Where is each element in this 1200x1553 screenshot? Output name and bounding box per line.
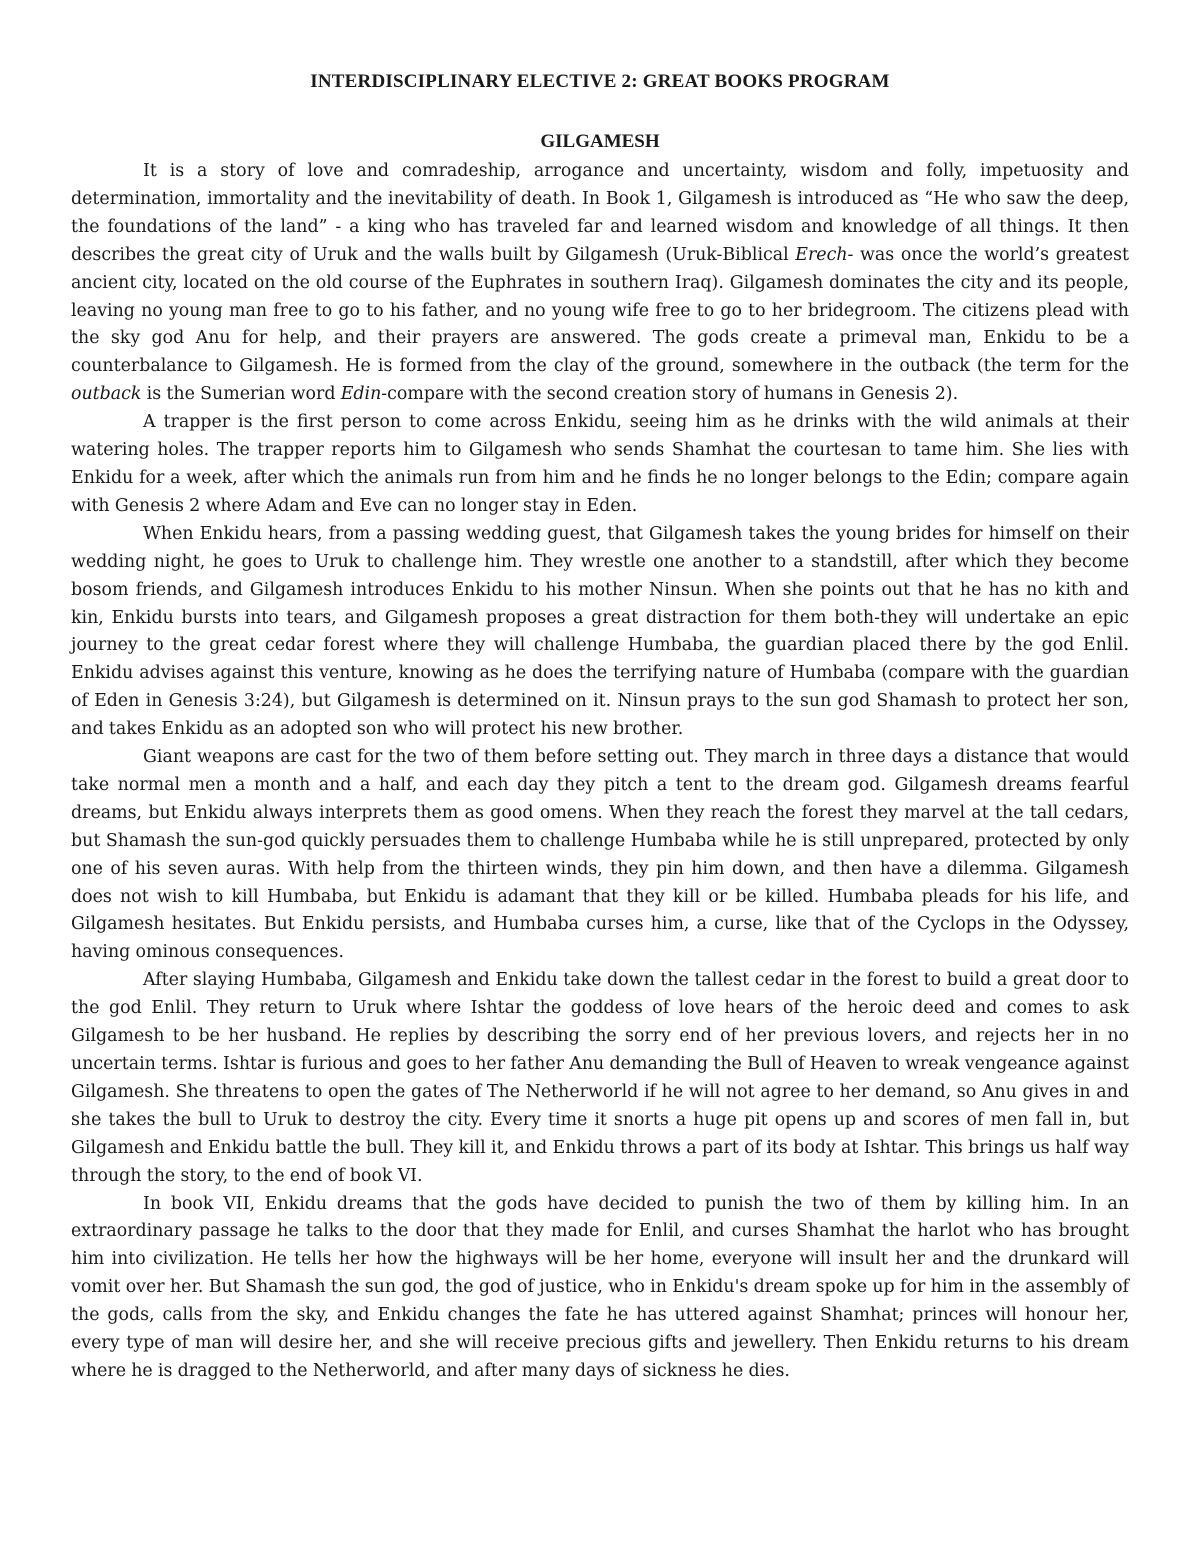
paragraph-2: A trapper is the first person to come across Enkidu, seeing him as he drinks with the wild animals at their watering holes. The trapper reports him to Gilgamesh who sends Shamhat the courtesan to tame him. She lies with Enkidu for a week, after which the animals run from him and he finds he no longer belongs to the Edin; compare again with Genesis 2 where Adam and Eve can no longer stay in Eden.: [71, 412, 1129, 516]
paragraph-1-text-g: -compare with the second creation story of humans in Genesis 2).: [381, 384, 959, 405]
paragraph-1-text-c: - was once the world’s greatest ancient city, located on the old course of the Euphrates in southern Iraq). Gilgamesh dominates the city and its people, leaving no young man free to go to his father, and no young wife free to go to her bridegroom. The citizens plead with the sky god Anu for help, and their prayers are answered. The gods create a primeval man, Enkidu to be a counterbalance to Gilgamesh. He is formed from the clay of the ground, somewhere in the outback (the term for the: [71, 244, 1129, 377]
document-header: INTERDISCIPLINARY ELECTIVE 2: GREAT BOOKS PROGRAM: [310, 71, 890, 92]
document-page: [71, 66, 1129, 1386]
paragraph-1-text-a: It is a story of love and comradeship, arrogance and uncertainty, wisdom and folly, impetuosity and determination, immortality and the inevitability of death. In Book 1, Gilgamesh is introduced as “He who saw the deep, the foundations of the land” - a king who has traveled far and learned wisdom and knowledge of all things. It then describes the great city of Uruk and the walls built by Gilgamesh (Uruk-Biblical: [71, 161, 1129, 265]
paragraph-1-italic-erech: Erech: [795, 244, 848, 265]
paragraph-1-text-e: is the Sumerian word: [141, 384, 341, 405]
paragraph-5: After slaying Humbaba, Gilgamesh and Enkidu take down the tallest cedar in the forest to build a great door to the god Enlil. They return to Uruk where Ishtar the goddess of love hears of the heroic deed and comes to ask Gilgamesh to be her husband. He replies by describing the sorry end of her previous lovers, and rejects her in no uncertain terms. Ishtar is furious and goes to her father Anu demanding the Bull of Heaven to wreak vengeance against Gilgamesh. She threatens to open the gates of The Netherworld if he will not agree to her demand, so Anu gives in and she takes the bull to Uruk to destroy the city. Every time it snorts a huge pit opens up and scores of men fall in, but Gilgamesh and Enkidu battle the bull. They kill it, and Enkidu throws a part of its body at Ishtar. This brings us half way through the story, to the end of book VI.: [71, 970, 1129, 1186]
paragraph-4: Giant weapons are cast for the two of them before setting out. They march in three days a distance that would take normal men a month and a half, and each day they pitch a tent to the dream god. Gilgamesh dreams fearful dreams, but Enkidu always interprets them as good omens. When they reach the forest they marvel at the tall cedars, but Shamash the sun-god quickly persuades them to challenge Humbaba while he is still unprepared, protected by only one of his seven auras. With help from the thirteen winds, they pin him down, and then have a dilemma. Gilgamesh does not wish to kill Humbaba, but Enkidu is adamant that they kill or be killed. Humbaba pleads for his life, and Gilgamesh hesitates. But Enkidu persists, and Humbaba curses him, a curse, like that of the Cyclops in the Odyssey, having ominous consequences.: [71, 747, 1129, 963]
paragraph-6: In book VII, Enkidu dreams that the gods have decided to punish the two of them by killing him. In an extraordinary passage he talks to the door that they made for Enlil, and curses Shamhat the harlot who has brought him into civilization. He tells her how the highways will be her home, everyone will insult her and the drunkard will vomit over her. But Shamash the sun god, the god of justice, who in Enkidu's dream spoke up for him in the assembly of the gods, calls from the sky, and Enkidu changes the fate he has uttered against Shamhat; princes will honour her, every type of man will desire her, and she will receive precious gifts and jewellery. Then Enkidu returns to his dream where he is dragged to the Netherworld, and after many days of sickness he dies.: [71, 1193, 1129, 1381]
paragraph-1-italic-edin: Edin: [340, 384, 382, 405]
paragraph-1-italic-outback: outback: [71, 384, 142, 405]
paragraph-1: [71, 158, 1129, 409]
paragraph-3: When Enkidu hears, from a passing wedding guest, that Gilgamesh takes the young brides for himself on their wedding night, he goes to Uruk to challenge him. They wrestle one another to a standstill, after which they become bosom friends, and Gilgamesh introduces Enkidu to his mother Ninsun. When she points out that he has no kith and kin, Enkidu bursts into tears, and Gilgamesh proposes a great distraction for them both-they will undertake an epic journey to the great cedar forest where they will challenge Humbaba, the guardian placed there by the god Enlil. Enkidu advises against this venture, knowing as he does the terrifying nature of Humbaba (compare with the guardian of Eden in Genesis 3:24), but Gilgamesh is determined on it. Ninsun prays to the sun god Shamash to protect her son, and takes Enkidu as an adopted son who will protect his new brother.: [71, 523, 1129, 740]
document-title: GILGAMESH: [540, 131, 660, 152]
